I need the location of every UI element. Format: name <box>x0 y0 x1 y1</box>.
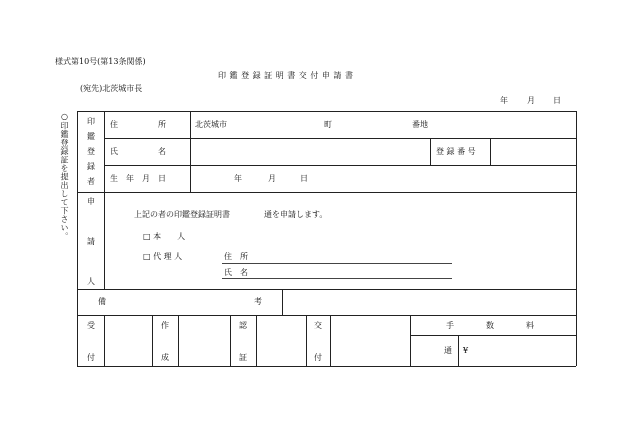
request-suffix: 通を申請します。 <box>264 210 328 219</box>
name-label: 氏 名 <box>110 147 166 156</box>
form-title: 印 鑑 登 録 証 明 書 交 付 申 請 書 <box>218 71 354 80</box>
verification-label-1: 認 <box>239 321 247 330</box>
side-note: ○印鑑登録証を提出して下さい。 <box>60 112 69 241</box>
date-day: 日 <box>553 96 561 105</box>
reg-number-label: 登 録 番 号 <box>436 147 476 156</box>
verification-label-2: 証 <box>239 353 247 362</box>
birth-day: 日 <box>300 174 308 183</box>
date-year: 年 <box>500 96 508 105</box>
applicant-label-2: 請 <box>87 237 95 246</box>
reception-label-1: 受 <box>87 321 95 330</box>
agent-name-line[interactable] <box>222 278 452 279</box>
address-label: 住 所 <box>110 120 166 129</box>
yen-label: ¥ <box>463 346 469 355</box>
applicant-label-1: 申 <box>87 197 95 206</box>
fee-label: 手 数 料 <box>446 321 534 330</box>
reception-label-2: 付 <box>87 353 95 362</box>
request-prefix: 上記の者の印鑑登録証明書 <box>134 210 230 219</box>
birth-year: 年 <box>234 174 242 183</box>
birth-month: 月 <box>268 174 276 183</box>
option-agent-checkbox[interactable]: □ 代 理 人 <box>143 252 183 261</box>
agent-address-line[interactable] <box>222 263 452 264</box>
addressee: (宛先)北茨城市長 <box>80 84 143 93</box>
applicant-label-3: 人 <box>87 277 95 286</box>
option-self-checkbox[interactable]: □ 本 人 <box>143 232 186 241</box>
form-number: 様式第10号(第13条関係) <box>55 57 146 66</box>
issuance-label-2: 付 <box>314 353 322 362</box>
registrant-section-label: 印 鑑 登 録 者 <box>87 117 95 186</box>
issuance-label-1: 交 <box>314 321 322 330</box>
count-label: 通 <box>444 346 452 355</box>
address-town: 町 <box>324 120 332 129</box>
date-month: 月 <box>527 96 535 105</box>
creation-label-2: 成 <box>161 353 169 362</box>
birth-label: 生 年 月 日 <box>110 174 166 183</box>
address-city: 北茨城市 <box>195 120 227 129</box>
remarks-label-right: 考 <box>254 297 262 306</box>
agent-name-label: 氏 名 <box>224 268 248 277</box>
agent-address-label: 住 所 <box>224 252 248 261</box>
creation-label-1: 作 <box>161 321 169 330</box>
address-lot: 番地 <box>412 120 428 129</box>
remarks-label-left: 備 <box>98 297 106 306</box>
